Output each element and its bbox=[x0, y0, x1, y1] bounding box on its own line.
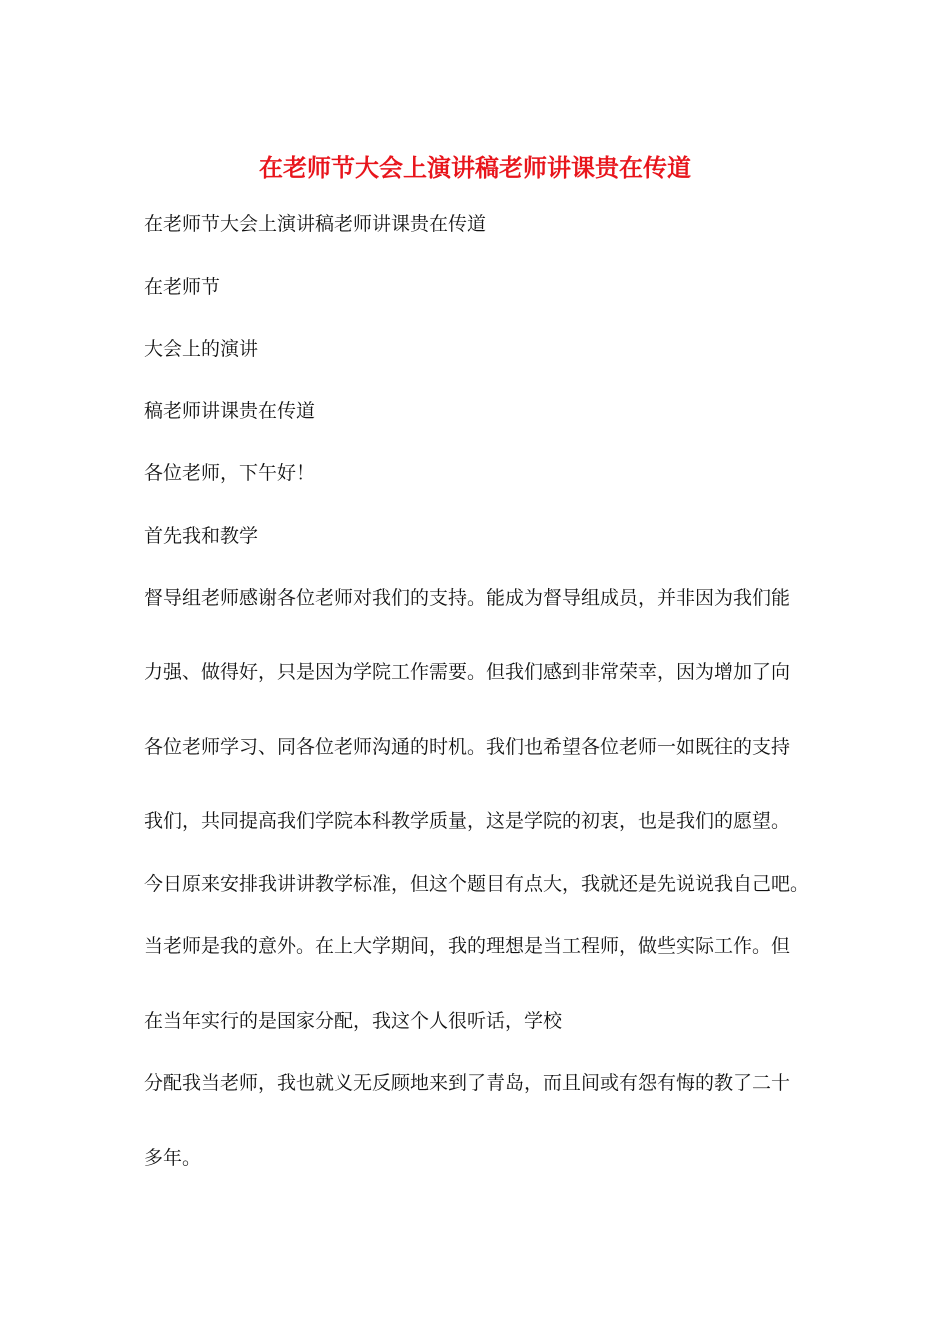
paragraph-line: 我们，共同提高我们学院本科教学质量，这是学院的初衷，也是我们的愿望。 bbox=[144, 810, 791, 832]
paragraph-line: 稿老师讲课贵在传道 bbox=[144, 400, 316, 422]
paragraph-line: 当老师是我的意外。在上大学期间，我的理想是当工程师，做些实际工作。但 bbox=[144, 935, 791, 957]
paragraph-line: 督导组老师感谢各位老师对我们的支持。能成为督导组成员，并非因为我们能 bbox=[144, 587, 791, 609]
paragraph-line: 各位老师学习、同各位老师沟通的时机。我们也希望各位老师一如既往的支持 bbox=[144, 736, 791, 758]
paragraph-line: 今日原来安排我讲讲教学标准，但这个题目有点大，我就还是先说说我自己吧。 bbox=[144, 873, 810, 895]
paragraph-line: 首先我和教学 bbox=[144, 525, 259, 547]
document-title: 在老师节大会上演讲稿老师讲课贵在传道 bbox=[259, 153, 691, 182]
paragraph-line: 分配我当老师，我也就义无反顾地来到了青岛，而且间或有怨有悔的教了二十 bbox=[144, 1072, 791, 1094]
paragraph-line: 在当年实行的是国家分配，我这个人很听话，学校 bbox=[144, 1010, 563, 1032]
paragraph-line: 多年。 bbox=[144, 1147, 202, 1169]
paragraph-line: 大会上的演讲 bbox=[144, 338, 259, 360]
paragraph-line: 力强、做得好，只是因为学院工作需要。但我们感到非常荣幸，因为增加了向 bbox=[144, 661, 791, 683]
paragraph-line: 在老师节 bbox=[144, 276, 221, 298]
paragraph-line: 各位老师，下午好！ bbox=[144, 462, 316, 484]
paragraph-line: 在老师节大会上演讲稿老师讲课贵在传道 bbox=[144, 213, 487, 235]
